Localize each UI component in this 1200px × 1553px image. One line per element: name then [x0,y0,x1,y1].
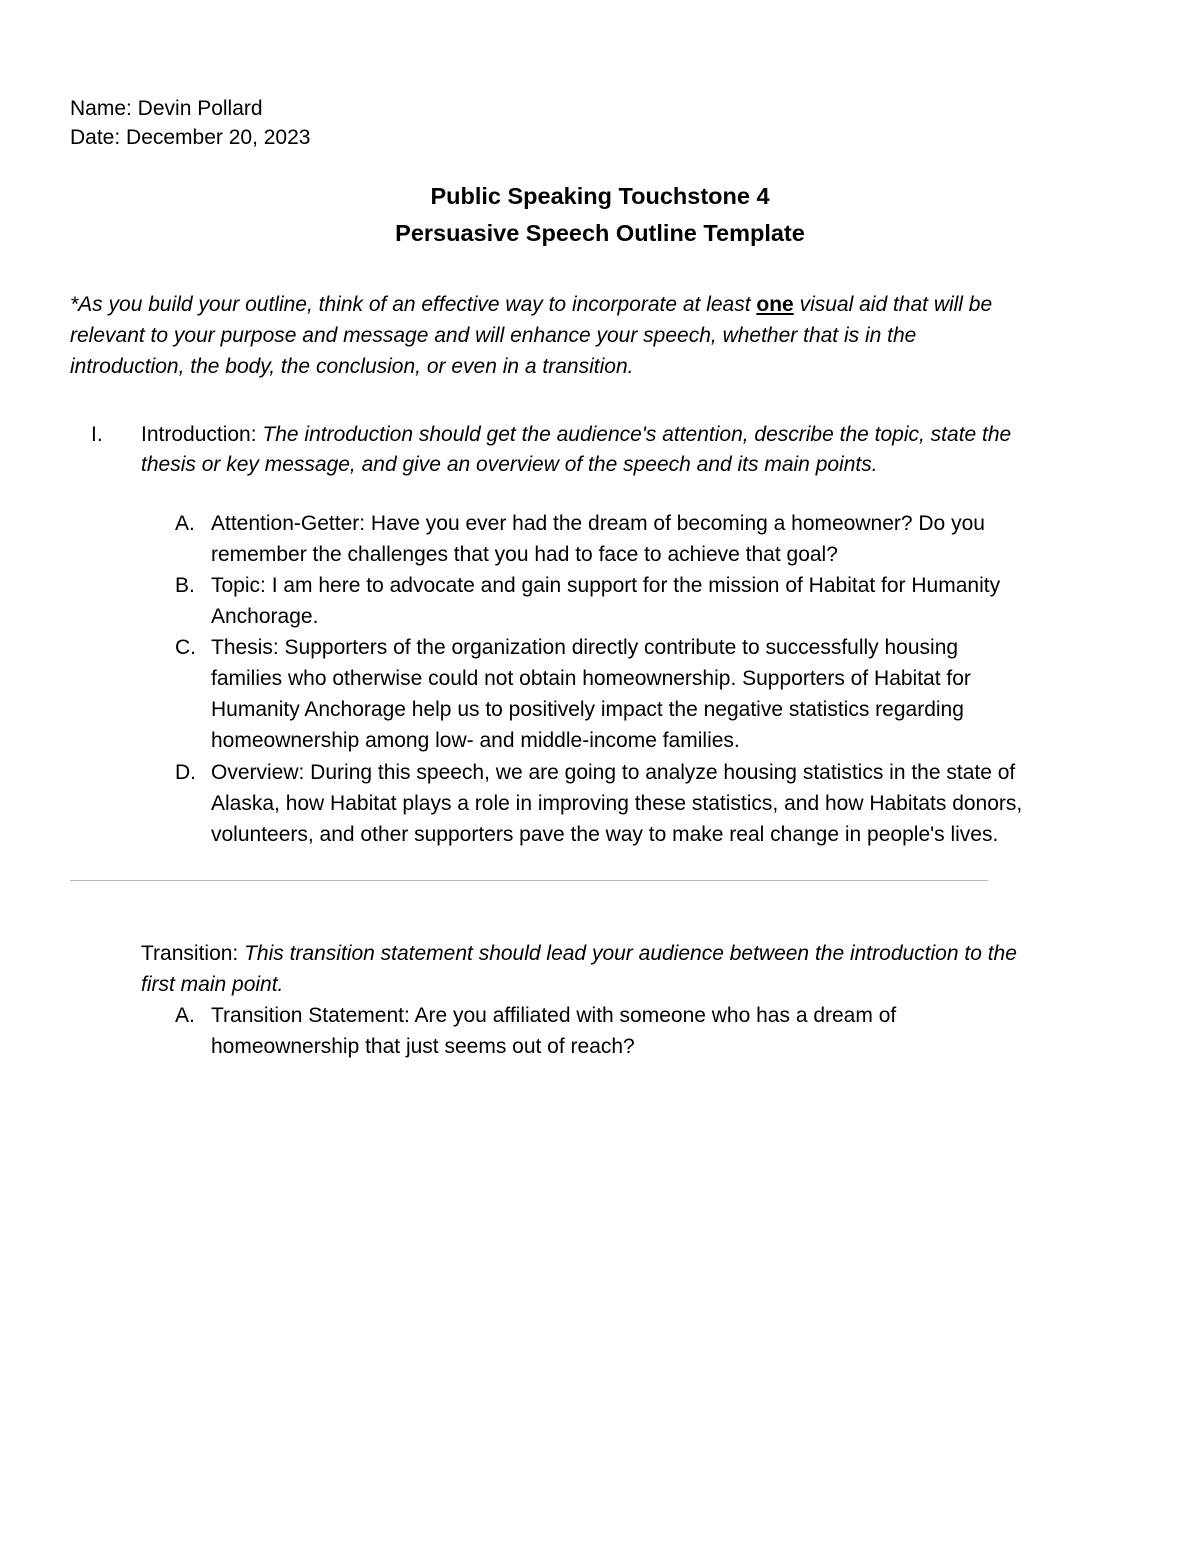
section-divider [70,880,988,881]
note-text: visual aid that will be [793,293,993,316]
list-item-thesis: homeownership among low- and middle-income families. [211,729,740,752]
list-item-thesis: Thesis: Supporters of the organization directly contribute to successfully housing [211,636,959,659]
list-item-transition-statement: homeownership that just seems out of reach? [211,1035,635,1058]
introduction-instruction: The introduction should get the audience's attention, describe the topic, state the [262,423,1012,446]
transition-heading-line-1 [141,938,1017,969]
introduction-instruction-line-2: thesis or key message, and give an overview of the speech and its main points. [141,453,878,476]
note-line-2: relevant to your purpose and message and will enhance your speech, whether that is in the [70,324,917,347]
transition-instruction-line-2: first main point. [141,973,284,996]
list-marker: A. [175,512,195,535]
transition-instruction: This transition statement should lead your audience between the introduction to the [244,942,1017,965]
list-item-attention-getter: Attention-Getter: Have you ever had the dream of becoming a homeowner? Do you [211,512,985,535]
document-subtitle: Persuasive Speech Outline Template [395,220,805,246]
list-item-overview: volunteers, and other supporters pave the way to make real change in people's lives. [211,823,999,846]
introduction-label: Introduction: [141,423,263,446]
transition-label: Transition: [141,942,245,965]
list-item-thesis: Humanity Anchorage help us to positively impact the negative statistics regarding [211,698,964,721]
list-item-transition-statement: Transition Statement: Are you affiliated with someone who has a dream of [211,1004,897,1027]
list-item-thesis: families who otherwise could not obtain homeownership. Supporters of Habitat for [211,667,971,690]
name-line: Name: Devin Pollard [70,97,263,120]
date-line: Date: December 20, 2023 [70,126,311,149]
list-item-attention-getter: remember the challenges that you had to face to achieve that goal? [211,543,838,566]
list-item-topic: Anchorage. [211,605,319,628]
list-marker: A. [175,1004,195,1027]
list-item-topic: Topic: I am here to advocate and gain support for the mission of Habitat for Humanity [211,574,1001,597]
introduction-heading-line-1 [141,419,1011,450]
note-emphasis: one [756,293,794,316]
list-marker: D. [175,761,196,784]
note-line-3: introduction, the body, the conclusion, or even in a transition. [70,355,634,378]
section-numeral: I. [91,423,103,446]
list-marker: B. [175,574,195,597]
list-item-overview: Alaska, how Habitat plays a role in improving these statistics, and how Habitats donors, [211,792,1023,815]
document-title: Public Speaking Touchstone 4 [430,183,770,209]
note-line-1 [70,289,992,320]
note-text: *As you build your outline, think of an effective way to incorporate at least [70,293,757,316]
list-marker: C. [175,636,196,659]
list-item-overview: Overview: During this speech, we are going to analyze housing statistics in the state of [211,761,1016,784]
